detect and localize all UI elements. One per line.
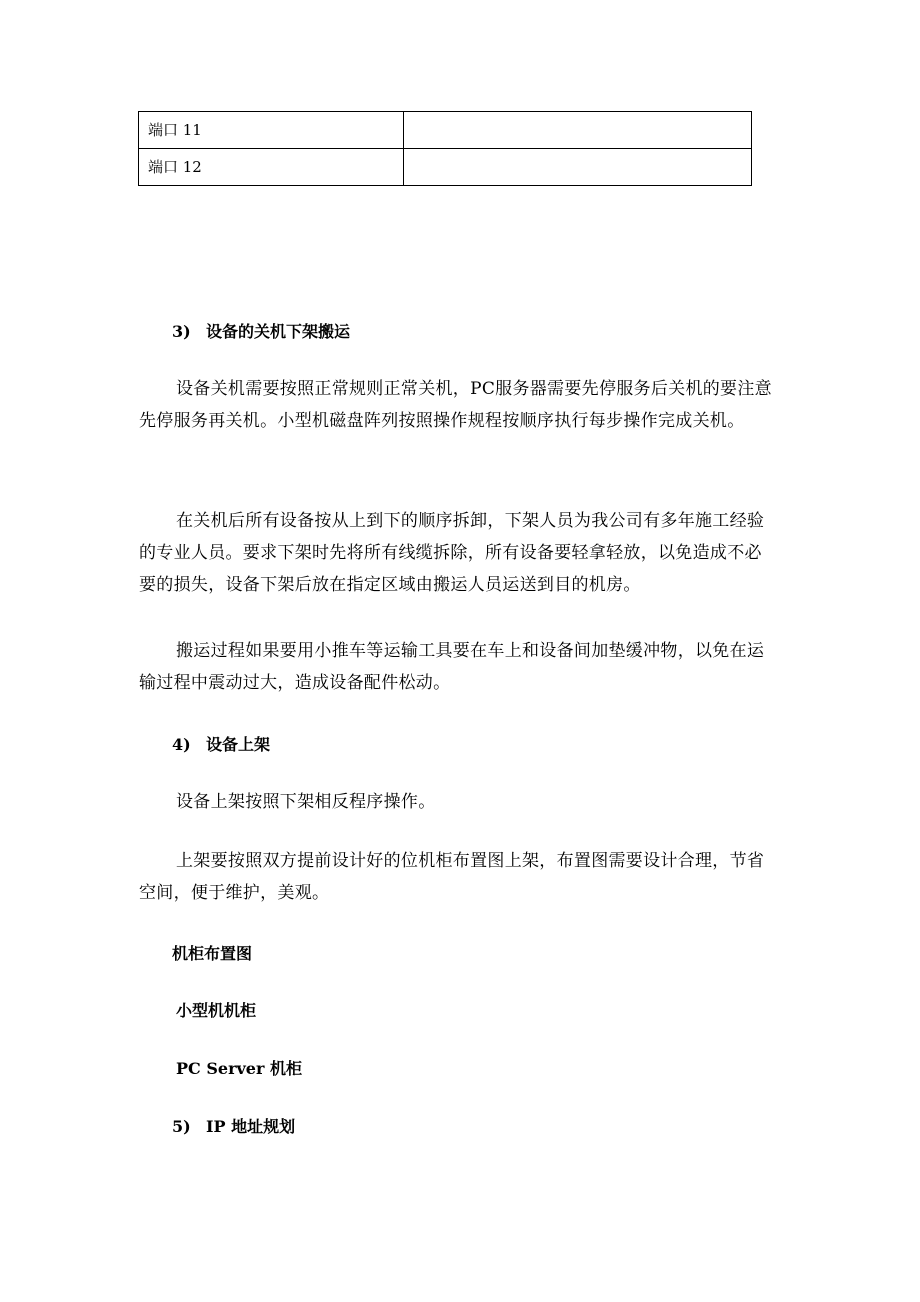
table-row (139, 112, 752, 149)
section-4-number: 4) (172, 735, 191, 754)
paragraph: 设备关机需要按照正常规则正常关机，PC服务器需要先停服务后关机的要注意先停服务再关机。小型机磁盘阵列按照操作规程按顺序执行每步操作完成关机。 (139, 379, 772, 431)
port-value-cell (403, 149, 751, 186)
pc-server-cabinet-label: PC Server 机柜 (176, 1059, 302, 1078)
section-5-title: IP 地址规划 (206, 1117, 296, 1136)
paragraph: 上架要按照双方提前设计好的位机柜布置图上架，布置图需要设计合理，节省空间，便于维护，美观。 (139, 851, 765, 903)
small-machine-cabinet-label: 小型机机柜 (176, 1001, 257, 1020)
port-value-cell (403, 112, 751, 149)
paragraph: 搬运过程如果要用小推车等运输工具要在车上和设备间加垫缓冲物，以免在运输过程中震动过大，造成设备配件松动。 (139, 641, 765, 693)
table-row (139, 149, 752, 186)
paragraph: 设备上架按照下架相反程序操作。 (176, 792, 436, 812)
port-table (138, 111, 752, 186)
port-cell: 端口 12 (139, 149, 404, 186)
section-5-heading (172, 1117, 295, 1137)
section-5-number: 5) (172, 1117, 191, 1136)
section-3-number: 3) (172, 322, 191, 341)
paragraph: 在关机后所有设备按从上到下的顺序拆卸，下架人员为我公司有多年施工经验的专业人员。要求下架时先将所有线缆拆除，所有设备要轻拿轻放，以免造成不必要的损失，设备下架后放在指定区域由搬运人员运送到目的机房。 (139, 511, 765, 595)
section-4-title: 设备上架 (206, 735, 271, 754)
section-3-title: 设备的关机下架搬运 (206, 322, 351, 341)
section-4-heading (172, 735, 270, 755)
cabinet-layout-label: 机柜布置图 (172, 944, 253, 963)
port-cell: 端口 11 (139, 112, 404, 149)
section-3-heading (172, 322, 350, 342)
